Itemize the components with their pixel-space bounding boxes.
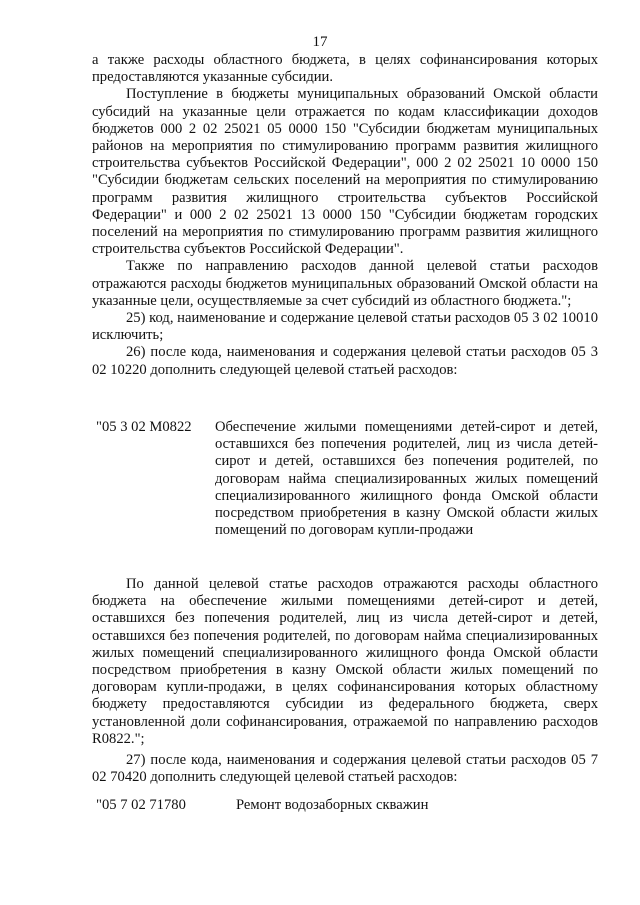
text-block-top — [92, 52, 598, 379]
budget-item-title: Обеспечение жилыми помещениями детей-сирот и детей, оставшихся без попечения родителей, лиц из числа детей-сирот и детей, оставшихся без попечения родителей, по договорам найма специализированных жилых помещений специализированного жилищного фонда Омской области посредством приобретения в казну Омской области жилых помещений по договорам купли-продажи — [215, 419, 598, 539]
text-block-bottom — [92, 576, 598, 786]
paragraph: По данной целевой статье расходов отражаются расходы областного бюджета на обеспечение жилыми помещениями детей-сирот и детей, оставшихся без попечения родителей, лиц из числа детей-сирот и детей, оставшихся без попечения родителей, по договорам найма специализированных жилых помещений специализированного жилищного фонда Омской области посредством приобретения в казну Омской области жилых помещений по договорам купли-продажи, в целях софинансирования которых областному бюджету предоставляются субсидии из федерального бюджета, сверх установленной доли софинансирования, отражаемой по направлению расходов R0822."; — [92, 576, 598, 747]
paragraph: а также расходы областного бюджета, в целях софинансирования которых предоставляются указанные субсидии. — [92, 52, 598, 86]
paragraph: 27) после кода, наименования и содержания целевой статьи расходов 05 7 02 70420 дополнить следующей целевой статьей расходов: — [92, 752, 598, 786]
page-number: 17 — [312, 34, 328, 50]
budget-item-title: Ремонт водозаборных скважин — [236, 797, 429, 813]
paragraph: 25) код, наименование и содержание целевой статьи расходов 05 3 02 10010 исключить; — [92, 310, 598, 344]
paragraph: 26) после кода, наименования и содержания целевой статьи расходов 05 3 02 10220 дополнить следующей целевой статьей расходов: — [92, 344, 598, 378]
paragraph: Поступление в бюджеты муниципальных образований Омской области субсидий на указанные цели отражается по кодам классификации доходов бюджетов 000 2 02 25021 05 0000 150 "Субсидии бюджетам муниципальных районов на мероприятия по стимулированию программ развития жилищного строительства субъектов Российской Федерации", 000 2 02 25021 10 0000 150 "Субсидии бюджетам сельских поселений на мероприятия по стимулированию программ развития жилищного строительства субъектов Российской Федерации" и 000 2 02 25021 13 0000 150 "Субсидии бюджетам городских поселений на мероприятия по стимулированию программ развития жилищного строительства субъектов Российской Федерации". — [92, 86, 598, 258]
paragraph: Также по направлению расходов данной целевой статьи расходов отражаются расходы бюджетов муниципальных образований Омской области на указанные цели, осуществляемые за счет субсидий из областного бюджета."; — [92, 258, 598, 309]
budget-code: "05 3 02 М0822 — [96, 419, 192, 435]
budget-code: "05 7 02 71780 — [96, 797, 186, 813]
